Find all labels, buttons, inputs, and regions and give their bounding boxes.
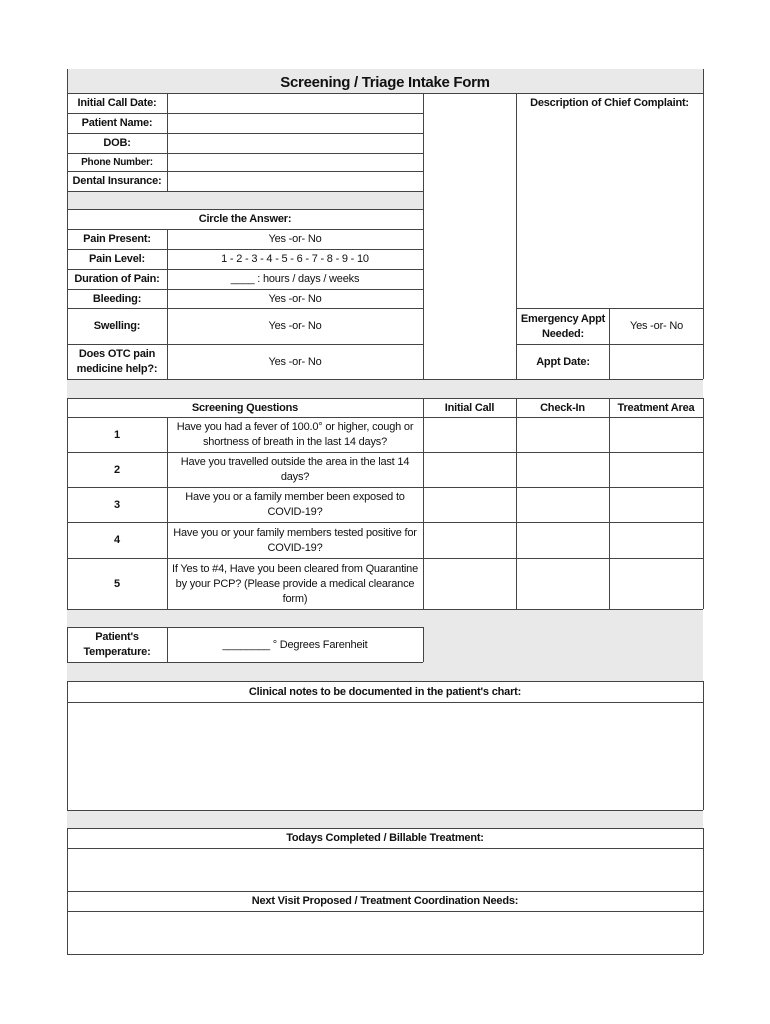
q1-treatment-area-cell[interactable]: [610, 418, 703, 452]
q1-check-in-cell[interactable]: [517, 418, 609, 452]
clinical-notes-label: Clinical notes to be documented in the patient's chart:: [248, 685, 522, 698]
question-text: Have you travelled outside the area in the last 14 days?: [180, 456, 410, 483]
pain-present-label: Pain Present:: [83, 233, 151, 245]
dental-insurance-label: Dental Insurance:: [72, 175, 162, 187]
phone-number-field[interactable]: [168, 154, 423, 171]
billable-treatment-field[interactable]: [68, 849, 703, 891]
otc-pain-medicine-answer[interactable]: Yes -or- No: [268, 355, 322, 368]
emergency-appt-label: Emergency Appt Needed:: [520, 312, 606, 340]
bleeding-label: Bleeding:: [92, 292, 142, 305]
question-number: 1: [114, 428, 120, 441]
check-in-header: Check-In: [540, 401, 585, 414]
question-text: Have you or your family members tested positive for COVID-19?: [173, 526, 417, 554]
pain-level-answer[interactable]: 1 - 2 - 3 - 4 - 5 - 6 - 7 - 8 - 9 - 10: [221, 253, 369, 265]
next-visit-label: Next Visit Proposed / Treatment Coordination Needs:: [251, 895, 519, 907]
chief-complaint-label: Description of Chief Complaint:: [530, 97, 689, 109]
question-text: If Yes to #4, Have you been cleared from Quarantine by your PCP? (Please provide a medical clearance form): [171, 562, 419, 605]
duration-of-pain-label: Duration of Pain:: [74, 273, 160, 285]
question-number: 5: [114, 577, 120, 590]
next-visit-field[interactable]: [68, 912, 703, 954]
chief-complaint-field[interactable]: [517, 114, 703, 308]
phone-number-label: Phone Number:: [81, 157, 153, 168]
screening-questions-header: Screening Questions: [191, 401, 299, 414]
dob-field[interactable]: [168, 134, 423, 153]
form-title: Screening / Triage Intake Form: [280, 73, 490, 91]
question-number: 2: [114, 463, 120, 476]
question-text: Have you had a fever of 100.0° or higher, cough or shortness of breath in the last 14 days?: [176, 421, 414, 448]
question-number: 3: [114, 498, 120, 511]
temperature-field[interactable]: ________ ° Degrees Farenheit: [222, 638, 368, 651]
spacer-band-4: [67, 662, 703, 681]
otc-pain-medicine-label: Does OTC pain medicine help?:: [76, 348, 158, 375]
q3-check-in-cell[interactable]: [517, 488, 609, 522]
initial-call-date-label: Initial Call Date:: [77, 97, 157, 109]
q4-initial-call-cell[interactable]: [424, 523, 516, 558]
treatment-area-header: Treatment Area: [617, 401, 695, 414]
appt-date-label: Appt Date:: [536, 355, 590, 368]
appt-date-field[interactable]: [610, 345, 703, 379]
patient-name-label: Patient Name:: [81, 117, 153, 129]
pain-level-label: Pain Level:: [89, 253, 145, 265]
swelling-answer[interactable]: Yes -or- No: [268, 320, 322, 332]
question-number: 4: [114, 534, 120, 546]
q4-treatment-area-cell[interactable]: [610, 523, 703, 558]
q2-check-in-cell[interactable]: [517, 453, 609, 487]
spacer-band-3: [67, 610, 703, 628]
question-text: Have you or a family member been exposed to COVID-19?: [185, 491, 405, 518]
spacer-band-1: [67, 191, 423, 209]
q3-initial-call-cell[interactable]: [424, 488, 516, 522]
q5-initial-call-cell[interactable]: [424, 559, 516, 609]
clinical-notes-field[interactable]: [68, 703, 703, 810]
q4-check-in-cell[interactable]: [517, 523, 609, 558]
bleeding-answer[interactable]: Yes -or- No: [268, 292, 322, 305]
dental-insurance-field[interactable]: [168, 172, 423, 191]
spacer-band-2: [67, 379, 703, 398]
swelling-label: Swelling:: [93, 320, 141, 332]
patient-name-field[interactable]: [168, 114, 423, 133]
initial-call-date-field[interactable]: [168, 94, 423, 113]
q3-treatment-area-cell[interactable]: [610, 488, 703, 522]
duration-of-pain-answer[interactable]: ____ : hours / days / weeks: [230, 273, 360, 285]
q1-initial-call-cell[interactable]: [424, 418, 516, 452]
spacer-band-5: [67, 810, 703, 828]
q2-treatment-area-cell[interactable]: [610, 453, 703, 487]
pain-present-answer[interactable]: Yes -or- No: [268, 233, 322, 245]
patient-temperature-label: Patient's Temperature:: [83, 631, 151, 658]
q5-check-in-cell[interactable]: [517, 559, 609, 609]
emergency-appt-answer[interactable]: Yes -or- No: [629, 320, 684, 332]
dob-label: DOB:: [103, 137, 131, 149]
q5-treatment-area-cell[interactable]: [610, 559, 703, 609]
q2-initial-call-cell[interactable]: [424, 453, 516, 487]
initial-call-header: Initial Call: [444, 401, 495, 414]
billable-treatment-label: Todays Completed / Billable Treatment:: [286, 832, 484, 844]
spacer-band-temp: [423, 628, 703, 662]
circle-answer-label: Circle the Answer:: [198, 213, 292, 225]
